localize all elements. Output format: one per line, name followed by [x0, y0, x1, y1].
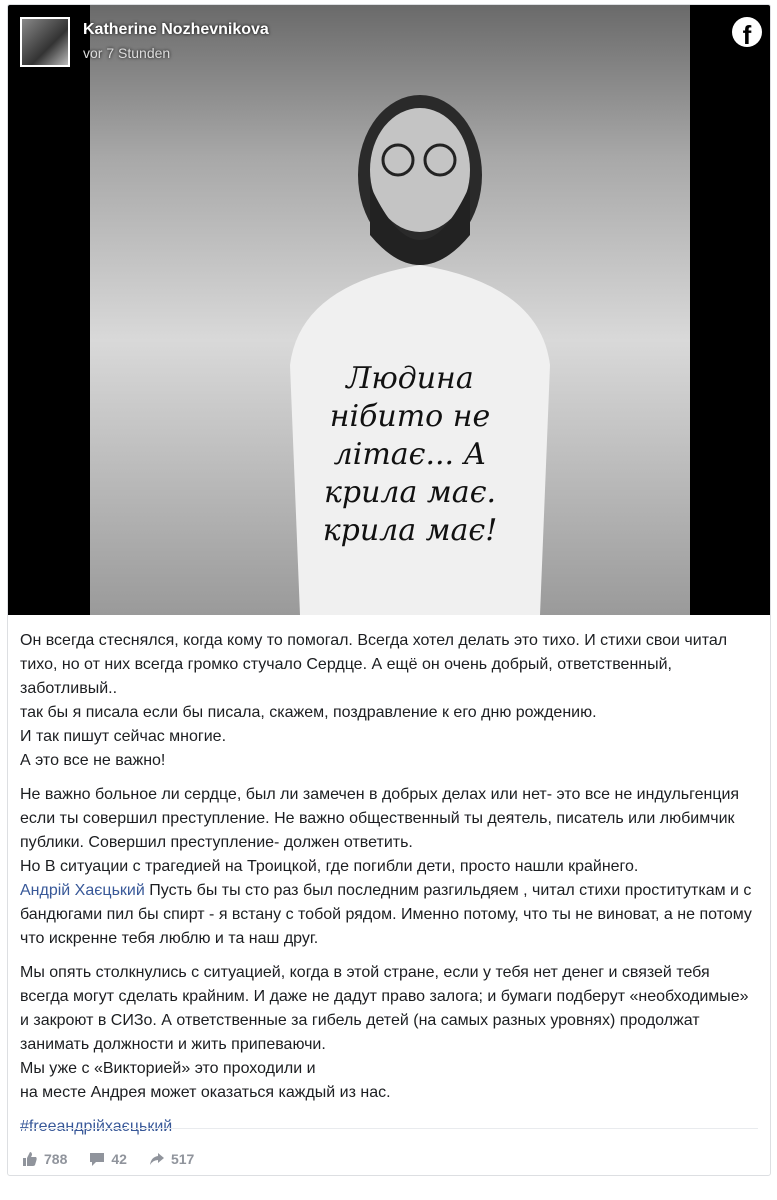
- post-time[interactable]: vor 7 Stunden: [83, 45, 171, 61]
- post-text: [8, 615, 770, 1139]
- photo: [90, 5, 690, 615]
- comments-stat[interactable]: 42: [89, 1151, 127, 1167]
- author-name[interactable]: Katherine Nozhevnikova: [83, 21, 269, 38]
- shares-stat[interactable]: 517: [149, 1151, 194, 1167]
- author-avatar[interactable]: [20, 17, 70, 67]
- mention-link[interactable]: Андрій Хаєцький: [20, 882, 145, 899]
- hashtag-paragraph: [20, 1115, 758, 1139]
- paragraph-2: Не важно больное ли сердце, был ли замечен в добрых делах или нет- это все не индульгенция если ты совершил преступление. Не важно общественный ты деятель, писатель или любимчик публики. Совершил преступление- должен ответить. Но В ситуации с трагедией на Троицкой, где погибли дети, просто нашли крайнего. Андрій Хаєцький Пусть бы ты сто раз был последним разгильдяем , читал стихи проституткам и с бандюгами пил бы спирт - я встану с тобой рядом. Именно потому, что ты не виноват, а не потому что искренне тебя люблю и та наш друг.: [20, 786, 752, 947]
- shirt-print-text: Людина нібито не літає... А крила має. крила має!: [322, 361, 498, 548]
- paragraph-3: Мы опять столкнулись с ситуацией, когда в этой стране, если у тебя нет денег и связей тебя всегда могут сделать крайним. И даже не дадут право залога; и бумаги подберут «необходимые» и закроют в СИЗо. А ответственные за гибель детей (на самых разных уровнях) продолжат занимать должности и жить припеваючи. Мы уже с «Викторией» это проходили и на месте Андрея может оказаться каждый из нас.: [20, 964, 749, 1101]
- divider: [20, 1128, 758, 1129]
- likes-stat[interactable]: 788: [22, 1151, 67, 1167]
- paragraph-1: Он всегда стеснялся, когда кому то помогал. Всегда хотел делать это тихо. И стихи свои читал тихо, но от них всегда громко стучало Сердце. А ещё он очень добрый, ответственный, заботливый.. так бы я писала если бы писала, скажем, поздравление к его дню рождению. И так пишут сейчас многие. А это все не важно!: [20, 632, 728, 769]
- share-icon: [149, 1151, 165, 1167]
- thumbs-up-icon: [22, 1151, 38, 1167]
- comment-icon: [89, 1151, 105, 1167]
- facebook-post: [7, 4, 771, 1176]
- hashtag-link[interactable]: #freeандрійхаєцький: [20, 1118, 173, 1135]
- post-photo[interactable]: [8, 5, 770, 615]
- post-stats: [22, 1151, 194, 1167]
- facebook-logo-icon[interactable]: f: [732, 17, 762, 47]
